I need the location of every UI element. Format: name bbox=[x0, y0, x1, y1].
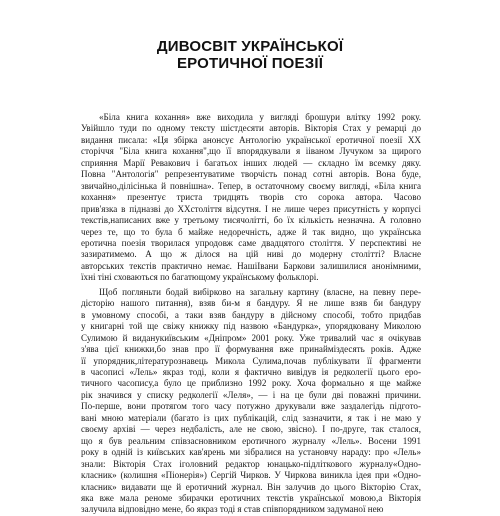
text-line: року в одній із київських кав'ярень ми зібралися на установчу нараду: про «Лель» bbox=[81, 447, 421, 458]
text-line: зазиратимемо. А що ж ділося на цій ниві до модерну столітті? Власне bbox=[81, 249, 421, 260]
page-title-line-2: ЕРОТИЧНОЇ ПОЕЗІЇ bbox=[176, 55, 324, 72]
text-line: класник» видавати ще й еротичний журнал. Він залучив до цього Вікторію Стах, bbox=[81, 481, 421, 492]
text-line: знали: Вікторія Стах іголовний редактор юнацько-підліткового журналу«Одно- bbox=[81, 458, 421, 469]
text-line: у книгарні той ще свіжу книжку під назвою «Бандурка», упорядковану Миколою bbox=[81, 321, 421, 332]
text-line: тичного часопису,а було це приблизно 1992 року. Хоча формально я ще майже bbox=[81, 378, 421, 389]
page-title bbox=[100, 38, 400, 72]
text-line: її упорядник,літературознавець Микола Сулима,почав публікувати її фрагменти bbox=[81, 355, 421, 366]
text-line: класник» (колишня «Піонерія») Сергій Чирков. У Чиркова виникла ідея при «Одно- bbox=[81, 470, 421, 481]
paragraph bbox=[81, 287, 421, 516]
text-line: дісторію нашого питання), взяв би-м я бандуру. Я не лише взяв би бандуру bbox=[81, 298, 421, 309]
text-line: що я був реальним співзасновником еротичного журналу «Лель». Восени 1991 bbox=[81, 435, 421, 446]
text-line: в часописі «Лель» якраз тоді, коли я фактично вивідув ія редколегії цього еро- bbox=[81, 366, 421, 377]
text-line: звичайно,ділісінька й повнішна». Тепер, в остаточному своєму вигляді, «Біла книга bbox=[81, 180, 421, 191]
text-line: авторських текстів практично немає. НашіІвани Баркови залишилися анонімними, bbox=[81, 260, 421, 271]
text-line: текстів,написаних вже у третьому тисячолітті, бо їх кількість незначна. А головно bbox=[81, 215, 421, 226]
text-line: вані мною матеріали (багато із цих публікацій, слід зазначити, я так і не маю у bbox=[81, 412, 421, 423]
text-line: Сулимою й виданукиївським «Дніпром» 2001 року. Уже тривалий час я очікував bbox=[81, 332, 421, 343]
text-line: сторіччя "Біла книга кохання",що її впорядкували я ііваном Лучуком за щирого bbox=[81, 146, 421, 157]
text-line: Увійшло туди по одному тексту шістдесяти авторів. Вікторія Стах у ремарці до bbox=[81, 123, 421, 134]
text-line: яка вже мала реноме збирачки еротичних текстів української мовою,а Вікторія bbox=[81, 492, 421, 503]
text-line: Щоб погляньти бодай вибірково на загальну картину (власне, на певну пере- bbox=[99, 286, 421, 297]
text-line: їхні тіні сховаються по багатющому українському фольклорі. bbox=[81, 272, 319, 283]
text-line: еротична поезія творилася упродовж саме двадцятого століття. У перспективі не bbox=[81, 237, 421, 248]
text-line: Повна "Антологія" репрезентуватиме творчість понад сотні авторів. Вона буде, bbox=[81, 169, 421, 180]
text-line: сприяння Марії Ревакович і багатьох інших людей — складно їм всемку дяку. bbox=[81, 157, 421, 168]
text-line: з'ява цієї книжки,бо знав про її формування вже принайміздесять років. Адже bbox=[81, 344, 421, 355]
text-line: в умовному способі, а таки взяв бандуру в дійсному способі, тобто придбав bbox=[81, 309, 421, 320]
text-line: прив'язка в підназві до XXстоліття відсутня. І не лише через присутність у корпусі bbox=[81, 203, 421, 214]
text-line: видання писала: «Ця збірка анонсує Антологію української еротичної поезії XX bbox=[81, 134, 421, 145]
text-line: залучила відповідно мене, бо якраз тоді я став співпорядником задуманої нею bbox=[81, 504, 384, 515]
text-line: рік значився у списку редколегії «Леля», — і на це були дві поважні причини. bbox=[81, 389, 421, 400]
article-body bbox=[81, 112, 421, 516]
text-line: По-перше, вони протягом того часу потужно друкували вже заздалегідь підгото- bbox=[81, 401, 421, 412]
text-line: кохання» презентує триста тридцять творів сто сорока автора. Часово bbox=[81, 192, 421, 203]
paragraph bbox=[81, 112, 421, 284]
text-line: через те, що то була б майже недоречність, адже й так видно, що українська bbox=[81, 226, 421, 237]
text-line: «Біла книга кохання» вже виходила у вигляді брошури влітку 1992 року. bbox=[99, 112, 421, 122]
text-line: своєму архіві — через недбалість, але не свою, звісно). І по-друге, так сталося, bbox=[81, 424, 421, 435]
page-title-line-1: ДИВОСВІТ УКРАЇНСЬКОЇ bbox=[156, 38, 344, 55]
